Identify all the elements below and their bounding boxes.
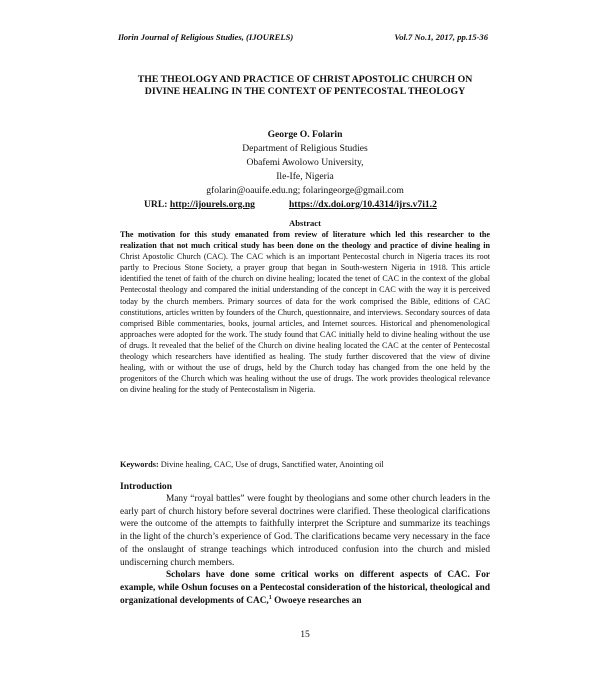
keywords-text: Divine healing, CAC, Use of drugs, Sanctified water, Anointing oil <box>158 460 384 469</box>
paragraph-2: Scholars have done some critical works on different aspects of CAC. For example, while Oshun focuses on a Pentecostal consideration of the historical, theological and organizational developments of CAC,$^1$ Owoeye researches an <box>120 570 490 606</box>
abstract-text <box>120 229 490 395</box>
keywords-line <box>120 460 490 469</box>
url-line <box>120 198 490 212</box>
author-emails: gfolarin@oauife.edu.ng; folaringeorge@gmail.com <box>206 185 404 196</box>
footnote-marker[interactable]: 1 <box>268 594 272 601</box>
journal-url-link[interactable]: http://ijourels.org.ng <box>169 199 255 210</box>
keywords-label: Keywords: <box>120 460 159 469</box>
volume-info: Vol.7 No.1, 2017, pp.15-36 <box>394 32 488 42</box>
author-university: Obafemi Awolowo University, <box>246 157 364 168</box>
abstract-heading: Abstract <box>289 218 321 228</box>
paragraph-1: Many “royal battles” were fought by theologians and some other church leaders in the early part of church history before several doctrines were clarified. These theological clarifications were the outcome of the attempts to faithfully interpret the Scripture and summarize its teachings in the light of the church’s experience of God. The clarifications became very necessary in the face of the onslaught of strange teachings which introduced confusion into the church and misled undiscerning church members. <box>120 494 490 568</box>
journal-name: Ilorin Journal of Religious Studies, (IJOURELS) <box>118 32 294 42</box>
introduction-body <box>120 493 490 607</box>
author-name: George O. Folarin <box>267 129 343 140</box>
abstract-body: Christ Apostolic Church (CAC). The CAC which is an important Pentecostal church in Nigeria traces its root partly to Precious Stone Society, a prayer group that began in South-western Nigeria in 1918. This article identified the tenet of faith of the church on divine healing; located the tenet of CAC in the context of the global Pentecostal theology and compared the initial understanding of the concept in CAC with the way it is perceived today by the church members. Primary sources of data for the work comprised the Bible, editions of CAC constitutions, articles written by founders of the Church, questionnaire, and interviews. Secondary sources of data comprised Bible commentaries, books, journal articles, and Internet sources. Historical and phenomenological approaches were adopted for the work. The study found that CAC initially held to divine healing without the use of drugs. It revealed that the belief of the Church on divine healing located the CAC at the center of Pentecostal theology which researchers have identified as healing. The study further discovered that the view of divine healing, with or without the use of drugs, held by the Church today has changed from the one held by the progenitors of the Church which was healing without the use of drugs. The work provides theological relevance on divine healing for the study of Pentecostalism in Nigeria. <box>120 252 490 395</box>
article-title: THE THEOLOGY AND PRACTICE OF CHRIST APOSTOLIC CHURCH ON DIVINE HEALING IN THE CONTEXT OF PENTECOSTAL THEOLOGY <box>137 74 473 97</box>
author-location: Ile-Ife, Nigeria <box>276 171 334 182</box>
author-department: Department of Religious Studies <box>242 143 368 154</box>
introduction-heading: Introduction <box>120 481 173 492</box>
url-label: URL: <box>144 199 170 210</box>
doi-link[interactable]: https://dx.doi.org/10.4314/ijrs.v7i1.2 <box>288 199 437 210</box>
abstract-bold-lead: The motivation for this study emanated from review of literature which led this researcher to the realization that not much critical study has been done on the theology and practice of divine healing in <box>120 230 490 251</box>
author-block <box>120 128 490 212</box>
page-number: 15 <box>300 629 310 640</box>
